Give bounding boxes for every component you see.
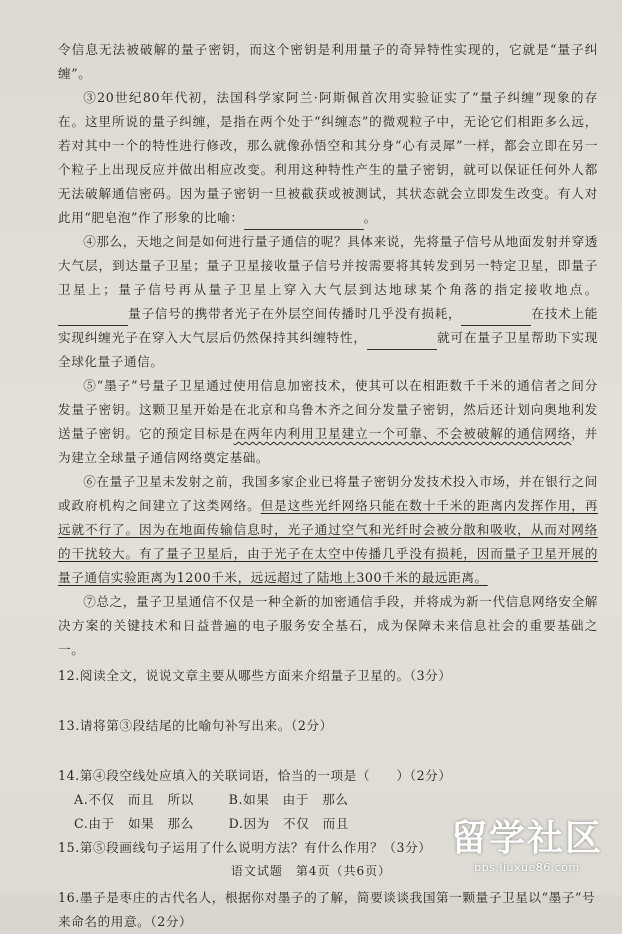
- page-footer: 语文试题 第4页（共6页）: [230, 864, 392, 878]
- p6-underlined-text: 但是这些光纤网络只能在数十千米的距离内发挥作用，再远就不行了。因为在地面传输信息时，光子通过空气和光纤时会被分散和吸收，从而对网络的干扰较大。有了量子卫星后，由于光子在太空中传播几乎没有损耗，因而量子卫星开展的量子通信实验距离为1200千米，远远超过了陆地上300千米的最远距离。: [58, 498, 599, 585]
- passage-paragraph-7: ⑦总之，量子卫星通信不仅是一种全新的加密通信手段，并将成为新一代信息网络安全解决方案的关键技术和日益普遍的电子服务安全基石，成为保障未来信息社会的重要基础之一。: [58, 594, 598, 657]
- passage-intro: 令信息无法被破解的量子密钥，而这个密钥是利用量子的奇异特性实现的，它就是“量子纠缠”。: [58, 42, 598, 81]
- passage-paragraph-3: [58, 86, 598, 230]
- watermark-logo: [442, 817, 612, 891]
- p4-blank-1: [58, 309, 128, 326]
- p4-text-a: ④那么，天地之间是如何进行量子通信的呢？具体来说，先将量子信号从地面发射并穿透大气层，到达量子卫星；量子卫星接收量子信号并按需要将其转发到另一特定卫星，即量子卫星上；量子信号再从量子卫星上穿入大气层到达地球某个角落的指定接收地点。: [58, 234, 598, 297]
- p3-end: 。: [363, 210, 377, 225]
- exam-content: [58, 38, 598, 934]
- question-16: 16.墨子是枣庄的古代名人，根据你对墨子的了解，简要谈谈我国第一颗量子卫星以“墨子”号来命名的用意。（2分）: [58, 890, 596, 929]
- option-b: B.如果 由于 那么: [228, 792, 349, 807]
- question-12: 12.阅读全文，说说文章主要从哪些方面来介绍量子卫星的。（3分）: [58, 668, 452, 683]
- p3-text: ③20世纪80年代初，法国科学家阿兰·阿斯佩首次用实验证实了“量子纠缠”现象的存在。这里所说的量子纠缠，是指在两个处于“纠缠态”的微观粒子中，无论它们相距多么远，若对其中一个的特性进行修改，那么就像孙悟空和其分身“心有灵犀”一样，都会立即在另一个粒子上出现反应并做出相应改变。利用这种特性产生的量子密钥，就可以保证任何外人都无法破解通信密码。因为量子密钥一旦被截获或被测试，其状态就会立即发生改变。有人对此用“肥皂泡”作了形象的比喻：: [58, 90, 598, 225]
- option-c: C.由于 如果 那么: [74, 816, 194, 831]
- question-15: 15.第⑤段画线句子运用了什么说明方法？有什么作用？（3分）: [58, 840, 432, 855]
- question-13: 13.请将第③段结尾的比喻句补写出来。（2分）: [58, 718, 333, 733]
- watermark-main: 留学社区: [450, 818, 603, 859]
- p5-text-a: ⑤“墨子”号量子卫星通过使用信息加密技术，使其可以在相距数千千米的通信者之间分发量子密钥。这颗卫星开始是在北京和乌鲁木齐之间分发量子密钥，然后还计划向奥地利发送量子密钥。它的预定目标是: [58, 378, 598, 441]
- p4-blank-2: [461, 309, 531, 326]
- p5-wavy-text: 在两年内利用卫星建立一个可靠、不会被破解的通信网络: [233, 426, 572, 441]
- question-14: 14.第④段空线处应填入的关联词语，恰当的一项是（ ）（2分）: [58, 768, 452, 783]
- p4-text-b: 量子信号的携带者光子在外层空间传播时几乎没有损耗，: [128, 306, 462, 321]
- passage-paragraph-4: [58, 230, 598, 374]
- p4-text-c: 在技术上能实现纠缠光子在穿入大气层后仍然保持其纠缠特性，: [58, 306, 599, 345]
- p6-text-a: ⑥在量子卫星未发射之前，我国多家企业已将量子密钥分发技术投入市场，并在银行之间或政府机构之间建立了这类网络。: [58, 474, 598, 513]
- option-d: D.因为 不仅 而且: [228, 816, 350, 831]
- passage-paragraph-6: [58, 470, 598, 590]
- p4-text-d: 就可在量子卫星帮助下实现全球化量子通信。: [58, 330, 598, 369]
- passage-paragraph-5: [58, 374, 598, 470]
- watermark-url: bbs.liuxue86.com: [474, 861, 580, 874]
- p3-blank: [244, 213, 364, 230]
- option-a: A.不仅 而且 所以: [74, 792, 194, 807]
- p4-blank-3: [367, 333, 437, 350]
- p5-text-b: ，并为建立全球量子通信网络奠定基础。: [58, 426, 598, 465]
